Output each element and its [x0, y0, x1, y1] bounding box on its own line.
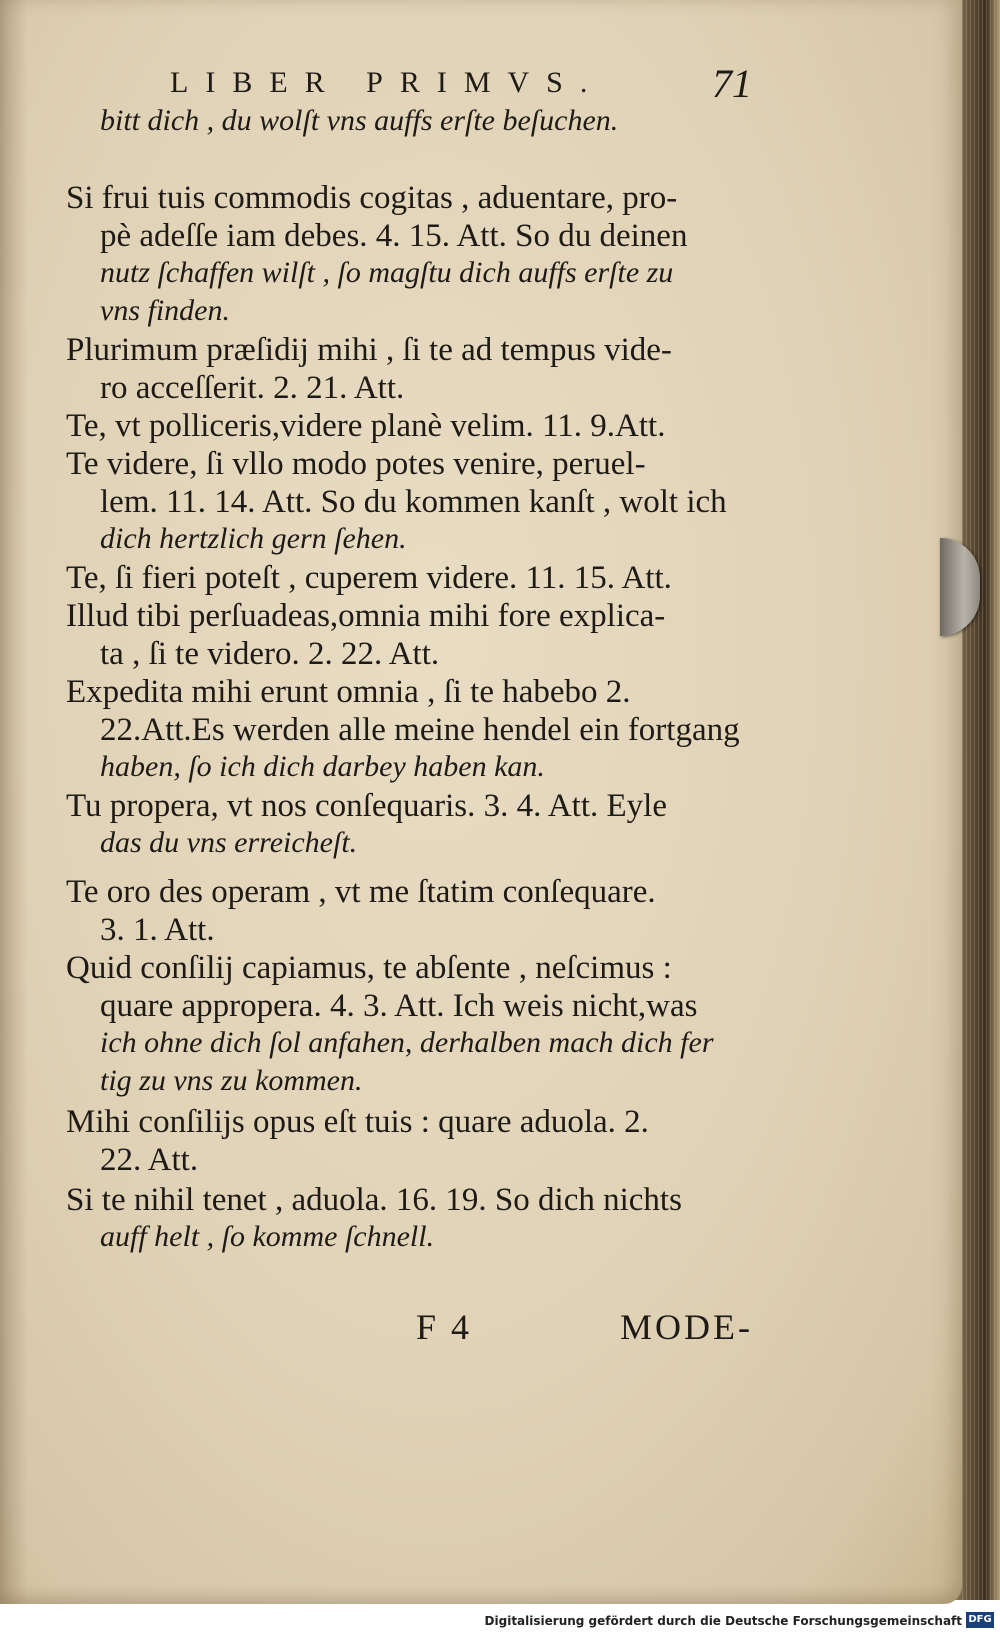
- footer-bar: [0, 1604, 1000, 1641]
- text-line: Quid conſilij capiamus, te abſente , neſcimus :: [66, 950, 672, 986]
- text-line: ta , ſi te videro. 2. 22. Att.: [100, 636, 440, 672]
- catchword: MODE-: [620, 1307, 753, 1347]
- gutter-shadow: [0, 0, 28, 1604]
- text-line: Tu propera, vt nos conſequaris. 3. 4. Att. Eyle: [66, 788, 667, 824]
- text-line: 3. 1. Att.: [100, 912, 215, 948]
- text-line: Mihi conſilijs opus eſt tuis : quare aduola. 2.: [66, 1104, 649, 1140]
- running-head: LIBER PRIMVS.: [170, 66, 605, 99]
- text-line: lem. 11. 14. Att. So du kommen kanſt , wolt ich: [100, 484, 727, 520]
- text-line: auff helt , ſo komme ſchnell.: [100, 1220, 435, 1253]
- text-line: Si te nihil tenet , aduola. 16. 19. So dich nichts: [66, 1182, 682, 1218]
- text-line: 22. Att.: [100, 1142, 199, 1178]
- text-line: bitt dich , du wolſt vns auffs erſte beſuchen.: [100, 104, 619, 137]
- text-line: Illud tibi perſuadeas,omnia mihi fore explica-: [66, 598, 666, 634]
- text-line: Plurimum præſidij mihi , ſi te ad tempus vide-: [66, 332, 672, 368]
- text-line: Si frui tuis commodis cogitas , aduentare, pro-: [66, 180, 678, 216]
- dfg-logo: DFG: [966, 1612, 994, 1628]
- text-line: Expedita mihi erunt omnia , ſi te habebo 2.: [66, 674, 631, 710]
- text-line: quare appropera. 4. 3. Att. Ich weis nicht,was: [100, 988, 698, 1024]
- text-line: nutz ſchaffen wilſt , ſo magſtu dich auffs erſte zu: [100, 256, 674, 289]
- text-line: haben, ſo ich dich darbey haben kan.: [100, 750, 545, 783]
- text-line: Te videre, ſi vllo modo potes venire, peruel-: [66, 446, 646, 482]
- text-line: pè adeſſe iam debes. 4. 15. Att. So du deinen: [100, 218, 688, 254]
- text-line: 22.Att.Es werden alle meine hendel ein fortgang: [100, 712, 740, 748]
- text-line: tig zu vns zu kommen.: [100, 1064, 363, 1097]
- text-line: Te, vt polliceris,videre planè velim. 11. 9.Att.: [66, 408, 666, 444]
- text-line: Te, ſi fieri poteſt , cuperem videre. 11. 15. Att.: [66, 560, 672, 596]
- book-edge-texture: [962, 0, 996, 1600]
- funding-credit: Digitalisierung gefördert durch die Deutsche Forschungsgemeinschaft: [484, 1614, 962, 1628]
- text-line: Te oro des operam , vt me ſtatim conſequare.: [66, 874, 656, 910]
- signature-mark: F 4: [416, 1307, 473, 1347]
- page-number: 71: [712, 61, 752, 106]
- text-line: dich hertzlich gern ſehen.: [100, 522, 407, 555]
- text-line: das du vns erreicheſt.: [100, 826, 358, 859]
- text-line: vns finden.: [100, 294, 230, 327]
- text-line: ich ohne dich ſol anfahen, derhalben mach dich fer: [100, 1026, 714, 1059]
- text-line: ro acceſſerit. 2. 21. Att.: [100, 370, 405, 406]
